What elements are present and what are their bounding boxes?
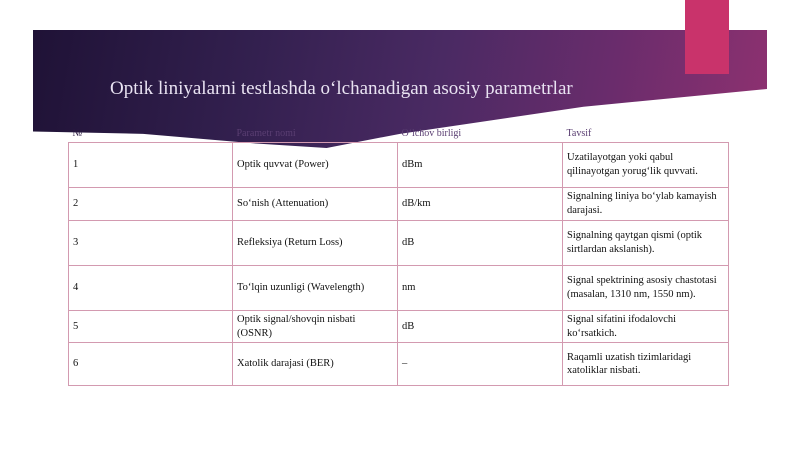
table-row — [69, 266, 729, 311]
cell-description: Raqamli uzatish tizimlaridagi xatoliklar nisbati. — [563, 343, 729, 386]
cell-parameter: Refleksiya (Return Loss) — [233, 221, 398, 266]
cell-unit: dB/km — [398, 188, 563, 221]
cell-parameter: To‘lqin uzunligi (Wavelength) — [233, 266, 398, 311]
cell-description: Signalning liniya bo‘ylab kamayish darajasi. — [563, 188, 729, 221]
parameters-table-container — [68, 124, 728, 386]
cell-unit: dB — [398, 221, 563, 266]
cell-parameter: Xatolik darajasi (BER) — [233, 343, 398, 386]
parameters-table — [68, 124, 729, 386]
slide-title: Optik liniyalarni testlashda o‘lchanadigan asosiy parametrlar — [110, 78, 573, 99]
accent-bar — [685, 0, 729, 74]
table-row — [69, 143, 729, 188]
header-unit: O‘lchov birligi — [398, 124, 563, 143]
header-description: Tavsif — [563, 124, 729, 143]
table-row — [69, 343, 729, 386]
cell-parameter: Optik quvvat (Power) — [233, 143, 398, 188]
header-number: № — [69, 124, 233, 143]
table-header-row — [69, 124, 729, 143]
cell-number: 1 — [69, 143, 233, 188]
cell-unit: – — [398, 343, 563, 386]
cell-parameter: So‘nish (Attenuation) — [233, 188, 398, 221]
header-parameter-name: Parametr nomi — [233, 124, 398, 143]
cell-number: 2 — [69, 188, 233, 221]
cell-unit: dBm — [398, 143, 563, 188]
cell-description: Signalning qaytgan qismi (optik sirtlardan akslanish). — [563, 221, 729, 266]
cell-description: Uzatilayotgan yoki qabul qilinayotgan yorug‘lik quvvati. — [563, 143, 729, 188]
cell-number: 6 — [69, 343, 233, 386]
cell-number: 4 — [69, 266, 233, 311]
cell-parameter: Optik signal/shovqin nisbati (OSNR) — [233, 311, 398, 343]
cell-number: 3 — [69, 221, 233, 266]
cell-description: Signal sifatini ifodalovchi ko‘rsatkich. — [563, 311, 729, 343]
table-row — [69, 221, 729, 266]
table-row — [69, 188, 729, 221]
table-row — [69, 311, 729, 343]
cell-unit: dB — [398, 311, 563, 343]
cell-unit: nm — [398, 266, 563, 311]
cell-description: Signal spektrining asosiy chastotasi (masalan, 1310 nm, 1550 nm). — [563, 266, 729, 311]
cell-number: 5 — [69, 311, 233, 343]
